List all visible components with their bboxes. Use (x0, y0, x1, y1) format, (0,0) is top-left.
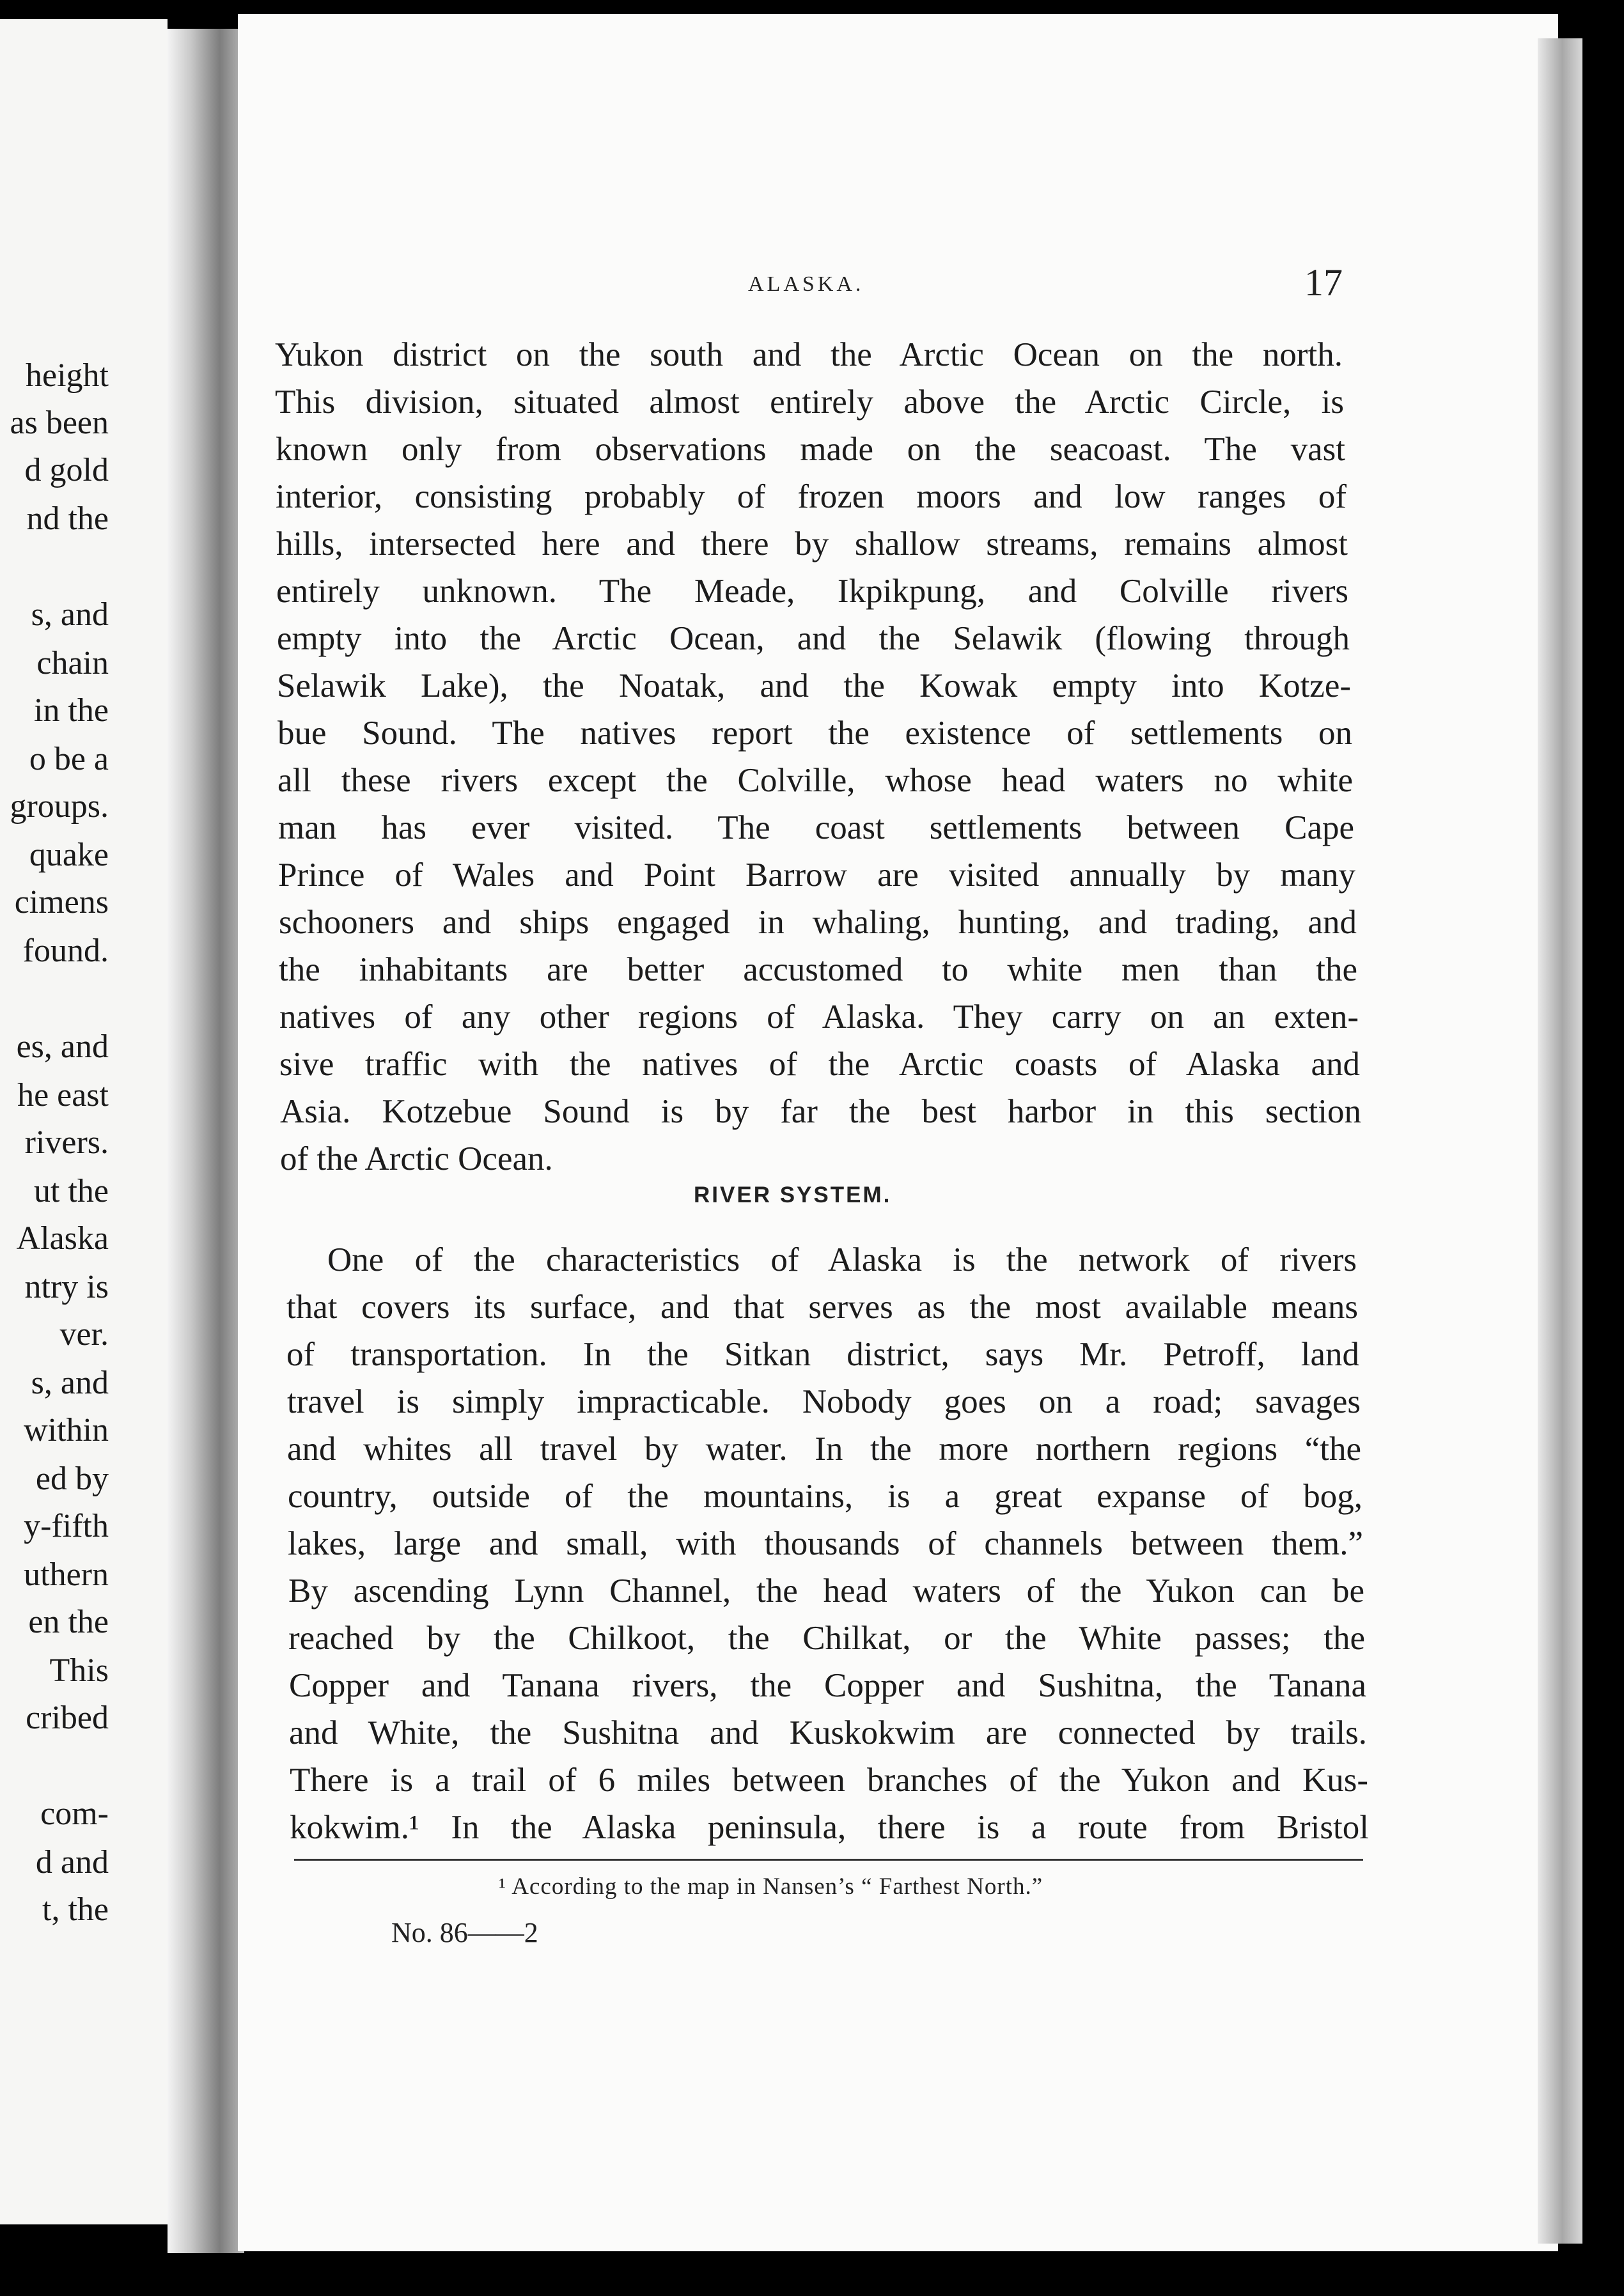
body-line: of transportation. In the Sitkan district, says Mr. Petroff, land (286, 1336, 1359, 1373)
left-page-fragment: found. (22, 933, 109, 969)
body-line: of the Arctic Ocean. (280, 1140, 553, 1177)
signature-mark: No. 86——2 (391, 1917, 538, 1948)
page-edge (1538, 38, 1582, 2244)
body-line: entirely unknown. The Meade, Ikpikpung, and Colville rivers (276, 573, 1348, 610)
body-line: One of the characteristics of Alaska is the network of rivers (327, 1241, 1357, 1278)
body-line: Asia. Kotzebue Sound is by far the best harbor in this section (280, 1093, 1361, 1130)
body-line: all these rivers except the Colville, whose head waters no white (277, 762, 1353, 799)
body-line: man has ever visited. The coast settlements between Cape (278, 809, 1354, 846)
left-page-fragment: com- (40, 1796, 109, 1832)
left-page-fragment: es, and (16, 1028, 109, 1065)
left-page-fragment: d and (35, 1844, 109, 1881)
body-line: the inhabitants are better accustomed to white men than the (279, 951, 1357, 988)
body-line: lakes, large and small, with thousands of channels between them.” (288, 1525, 1363, 1562)
left-page-fragment: en the (28, 1604, 109, 1640)
left-page-fragment: ver. (59, 1316, 109, 1353)
left-page-fragment: s, and (31, 1365, 109, 1401)
left-page-fragment: in the (34, 692, 109, 729)
footnote-rule (294, 1859, 1363, 1861)
page-number: 17 (1304, 261, 1343, 304)
left-page-fragment: groups. (10, 788, 109, 825)
body-line: country, outside of the mountains, is a great expanse of bog, (288, 1478, 1362, 1515)
left-page-fragment: as been (10, 405, 109, 441)
body-line: Prince of Wales and Point Barrow are visited annually by many (278, 857, 1355, 894)
book-gutter (168, 29, 244, 2253)
scan-border (0, 2253, 1624, 2296)
left-page-fragment: This (49, 1652, 109, 1689)
body-line: that covers its surface, and that serves as the most available means (286, 1289, 1358, 1326)
body-line: and whites all travel by water. In the more northern regions “the (287, 1431, 1361, 1468)
left-page-fragment: ntry is (24, 1269, 109, 1305)
left-page-fragment: ut the (34, 1173, 109, 1209)
left-page-fragment: within (24, 1412, 109, 1448)
body-line: interior, consisting probably of frozen moors and low ranges of (276, 478, 1347, 515)
left-page-fragment: nd the (26, 500, 109, 537)
left-page-fragment: d gold (24, 452, 109, 488)
body-line: sive traffic with the natives of the Arctic coasts of Alaska and (279, 1046, 1360, 1083)
left-page-fragment: rivers. (24, 1124, 109, 1161)
left-page-fragment: ed by (35, 1461, 109, 1497)
body-line: Yukon district on the south and the Arctic Ocean on the north. (275, 336, 1343, 373)
left-page-fragment: cimens (14, 884, 109, 920)
left-page-fragment: quake (29, 837, 109, 873)
body-line: travel is simply impracticable. Nobody goes on a road; savages (287, 1383, 1361, 1420)
footnote: ¹ According to the map in Nansen’s “ Farthest North.” (499, 1873, 1043, 1900)
body-line: This division, situated almost entirely above the Arctic Circle, is (275, 384, 1344, 421)
left-page-fragment: s, and (31, 596, 109, 633)
body-line: Selawik Lake), the Noatak, and the Kowak empty into Kotze- (277, 667, 1351, 704)
body-line: By ascending Lynn Channel, the head waters of the Yukon can be (288, 1572, 1364, 1610)
body-line: and White, the Sushitna and Kuskokwim are connected by trails. (289, 1714, 1367, 1751)
running-header: ALASKA. (748, 272, 864, 296)
left-page-fragment: o be a (29, 741, 109, 777)
left-page-fragment: he east (17, 1077, 109, 1113)
left-page-fragment: height (26, 357, 109, 394)
body-line: Copper and Tanana rivers, the Copper and Sushitna, the Tanana (289, 1667, 1366, 1704)
body-line: reached by the Chilkoot, the Chilkat, or the White passes; the (288, 1620, 1365, 1657)
body-line: There is a trail of 6 miles between branches of the Yukon and Kus- (290, 1762, 1368, 1799)
body-line: natives of any other regions of Alaska. They carry on an exten- (279, 998, 1359, 1036)
section-heading: RIVER SYSTEM. (694, 1183, 892, 1207)
body-line: hills, intersected here and there by shallow streams, remains almost (276, 525, 1348, 562)
left-page-fragment: y-fifth (24, 1508, 109, 1544)
body-line: schooners and ships engaged in whaling, hunting, and trading, and (279, 904, 1357, 941)
left-page-fragment: t, the (42, 1891, 109, 1928)
left-page-fragment: cribed (26, 1700, 109, 1736)
body-line: empty into the Arctic Ocean, and the Selawik (flowing through (277, 620, 1350, 657)
left-page-fragment: Alaska (16, 1220, 109, 1257)
body-line: known only from observations made on the seacoast. The vast (276, 431, 1345, 468)
left-page-fragment: uthern (24, 1556, 109, 1593)
body-line: bue Sound. The natives report the existence of settlements on (277, 715, 1352, 752)
body-line: kokwim.¹ In the Alaska peninsula, there is a route from Bristol (290, 1809, 1369, 1846)
left-page-fragment: chain (36, 645, 109, 681)
